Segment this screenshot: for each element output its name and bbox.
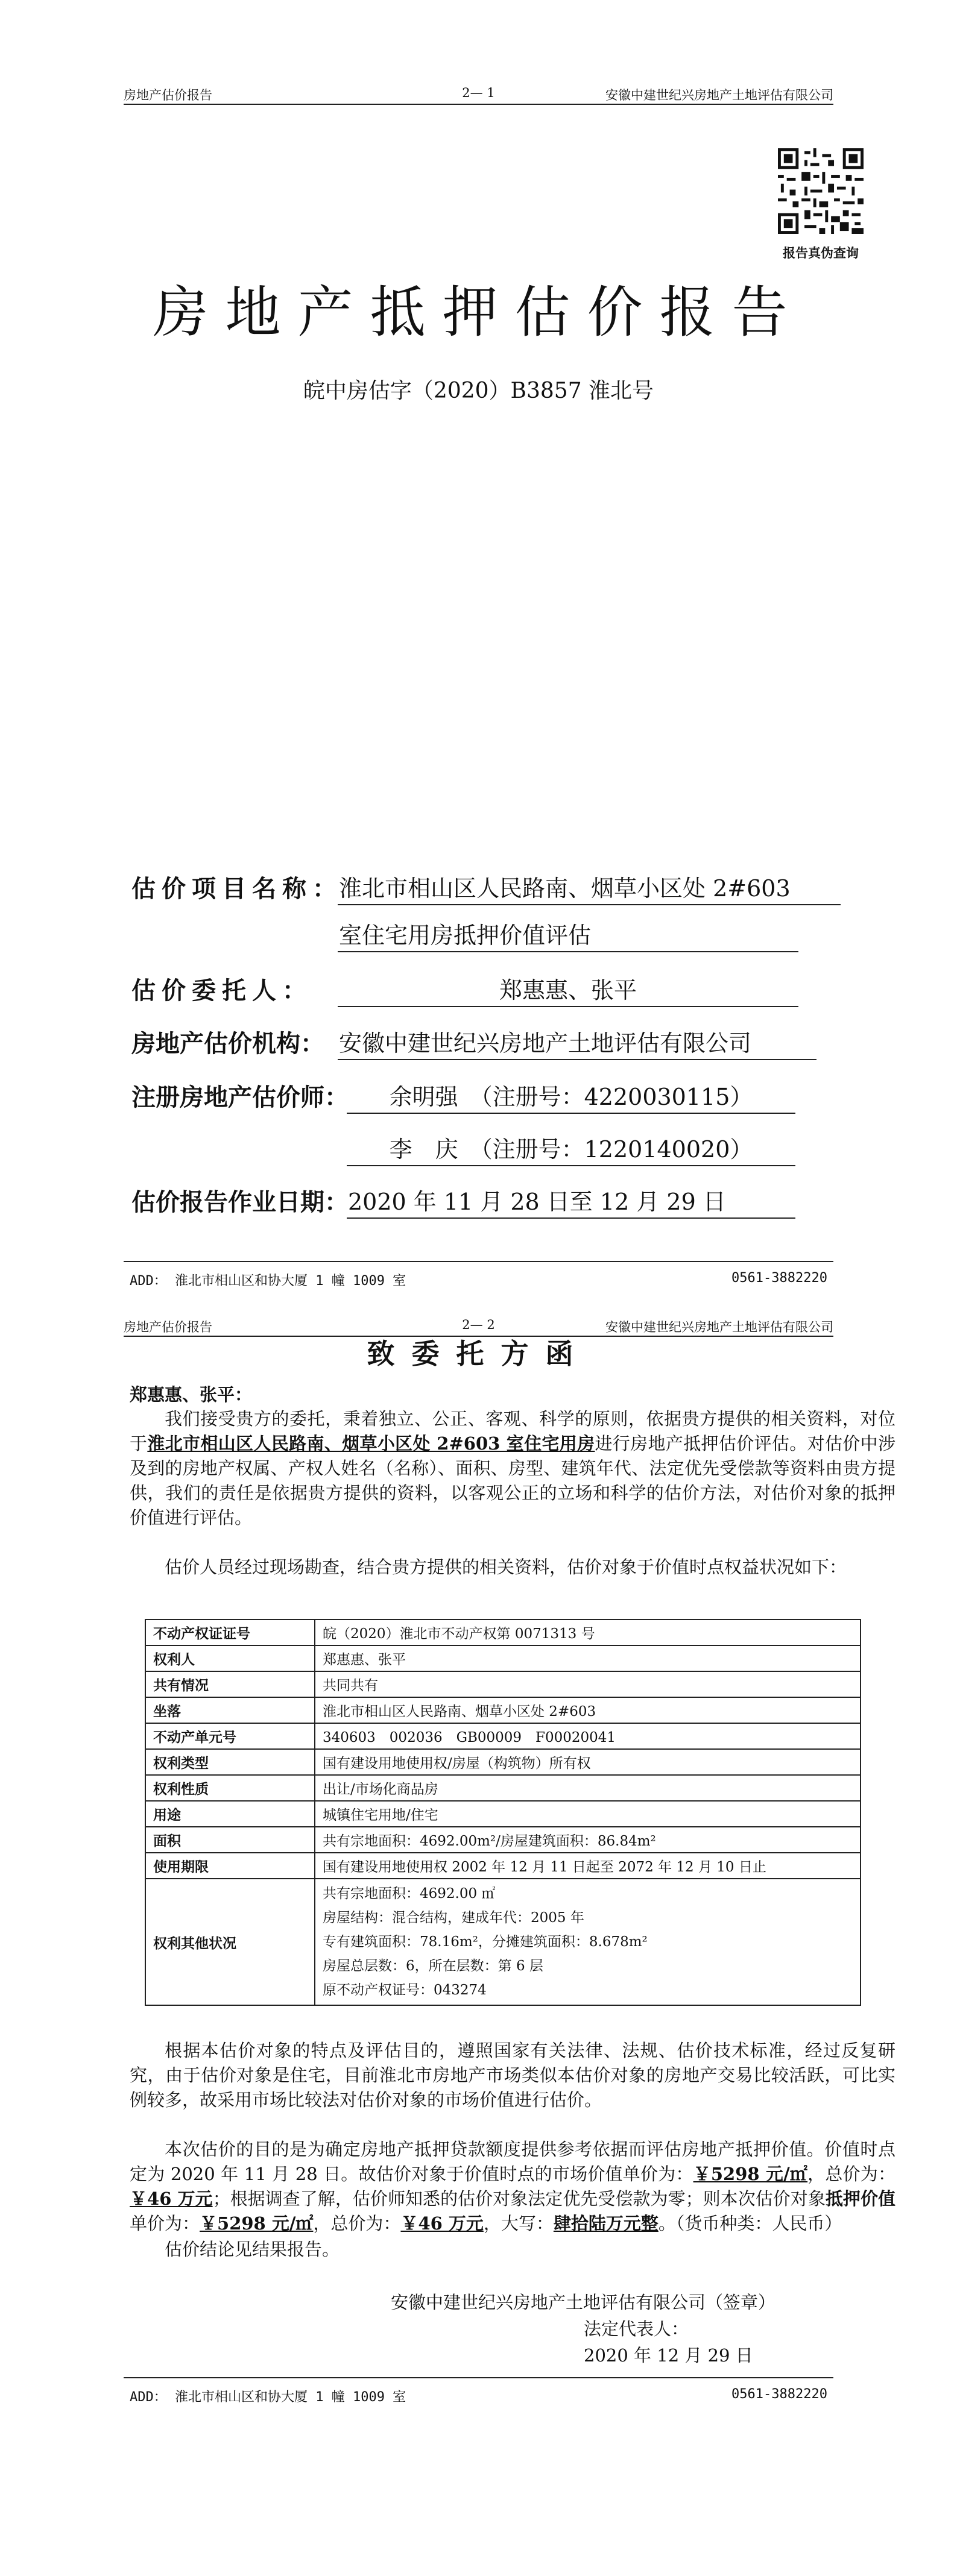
- letter-paragraph-2: 估价人员经过现场勘查，结合贵方提供的相关资料，估价对象于价值时点权益状况如下：: [165, 1557, 847, 1577]
- letter-paragraph-5: 估价结论见结果报告。: [165, 2239, 340, 2260]
- mortgage-unit-price: ￥5298 元/㎡: [200, 2213, 314, 2234]
- other-status-line: 共有宗地面积：4692.00 ㎡: [323, 1886, 496, 1902]
- footer-phone: 0561-3882220: [731, 1271, 827, 1286]
- table-value: 皖（2020）淮北市不动产权第 0071313 号: [315, 1619, 861, 1645]
- other-status-line: 房屋总层数：6，所在层数：第 6 层: [323, 1958, 543, 1974]
- p4-text-g: ，大写：: [483, 2213, 554, 2234]
- qr-code-icon[interactable]: [778, 148, 864, 234]
- table-key: 权利性质: [145, 1775, 315, 1801]
- appraiser-1: 余明强 （注册号：4220030115）: [347, 1078, 795, 1114]
- page-footer: [130, 1271, 827, 1289]
- table-value: 国有建设用地使用权/房屋（构筑物）所有权: [315, 1749, 861, 1775]
- table-row: [145, 1775, 861, 1801]
- letter-paragraph-1: [130, 1407, 895, 1530]
- signature-date: 2020 年 12 月 29 日: [584, 2345, 753, 2366]
- footer-address: ADD： 淮北市相山区和协大厦 1 幢 1009 室: [130, 1274, 406, 1289]
- date-label: 估价报告作业日期：: [131, 1188, 349, 1216]
- p4-text-e: 单价为：: [130, 2213, 200, 2234]
- table-key: 权利其他状况: [145, 1879, 315, 2005]
- table-value: 共有宗地面积：4692.00m²/房屋建筑面积：86.84m²: [315, 1827, 861, 1853]
- table-row: [145, 1827, 861, 1853]
- header-company: 安徽中建世纪兴房地产土地评估有限公司: [605, 1320, 833, 1334]
- appraiser-label: 注册房地产估价师：: [131, 1083, 349, 1111]
- client-label: 估价委托人：: [131, 976, 312, 1005]
- table-key: 权利人: [145, 1645, 315, 1671]
- p1-property-address: 淮北市相山区人民路南、烟草小区处 2#603 室住宅用房: [147, 1433, 595, 1454]
- letter-paragraph-3: 根据本估价对象的特点及评估目的，遵照国家有关法律、法规、估价技术标准，经过反复研究，由于估价对象是住宅，目前淮北市房地产市场类似本估价对象的房地产交易比较活跃，可比实例较多，故采用市场比较法对估价对象的市场价值进行估价。: [130, 2040, 895, 2110]
- signature-representative: 法定代表人：: [584, 2319, 689, 2339]
- header-company: 安徽中建世纪兴房地产土地评估有限公司: [605, 88, 833, 102]
- mortgage-total-uppercase: 肆拾陆万元整: [553, 2213, 659, 2234]
- p4-text-h: 。（货币种类：人民币）: [658, 2213, 842, 2234]
- other-status-line: 原不动产权证号：043274: [323, 1982, 487, 1998]
- table-row: [145, 1723, 861, 1749]
- footer-divider: [124, 2377, 833, 2378]
- table-key: 面积: [145, 1827, 315, 1853]
- footer-address: ADD： 淮北市相山区和协大厦 1 幢 1009 室: [130, 2390, 406, 2405]
- salutation: 郑惠惠、张平：: [130, 1384, 253, 1405]
- market-unit-price: ￥5298 元/㎡: [693, 2164, 808, 2184]
- table-value: 340603 002036 GB00009 F00020041: [315, 1723, 861, 1749]
- market-total-price: ￥46 万元: [130, 2188, 213, 2209]
- table-key: 用途: [145, 1801, 315, 1827]
- signature-company: 安徽中建世纪兴房地产土地评估有限公司（签章）: [391, 2292, 776, 2313]
- footer-divider: [124, 1261, 833, 1262]
- table-row: [145, 1879, 861, 2005]
- p1-text-a: 我们接受贵方的委托，秉着独立、公正、客观、科学的原则，依据贵方提供的相关资料，对位于: [130, 1409, 895, 1454]
- letter-title: 致委托方函: [367, 1337, 590, 1370]
- table-value: 城镇住宅用地/住宅: [315, 1801, 861, 1827]
- table-row: [145, 1645, 861, 1671]
- table-value: 国有建设用地使用权 2002 年 12 月 11 日起至 2072 年 12 月 10 日止: [315, 1853, 861, 1879]
- report-title: 房地产抵押估价报告: [153, 280, 804, 345]
- date-value: 2020 年 11 月 28 日至 12 月 29 日: [347, 1183, 795, 1219]
- document-number: 皖中房估字（2020）B3857 淮北号: [303, 379, 654, 403]
- table-value: 出让/市场化商品房: [315, 1775, 861, 1801]
- p4-mortgage-label: 抵押价值: [825, 2188, 895, 2209]
- agency-value: 安徽中建世纪兴房地产土地评估有限公司: [338, 1025, 816, 1060]
- p4-text-f: ，总价为：: [313, 2213, 401, 2234]
- table-key: 不动产单元号: [145, 1723, 315, 1749]
- table-value-multiline: [315, 1879, 861, 2005]
- other-status-line: 房屋结构：混合结构，建成年代：2005 年: [323, 1910, 584, 1926]
- table-value: 郑惠惠、张平: [315, 1645, 861, 1671]
- mortgage-total-price: ￥46 万元: [400, 2213, 484, 2234]
- project-label: 估价项目名称：: [131, 875, 343, 903]
- qr-caption: 报告真伪查询: [783, 245, 859, 260]
- table-value: 淮北市相山区人民路南、烟草小区处 2#603: [315, 1697, 861, 1723]
- table-key: 共有情况: [145, 1671, 315, 1697]
- table-row: [145, 1697, 861, 1723]
- table-key: 使用期限: [145, 1853, 315, 1879]
- client-value: 郑惠惠、张平: [338, 972, 798, 1007]
- page-footer: [130, 2387, 827, 2405]
- table-row: [145, 1853, 861, 1879]
- project-value-line1: 淮北市相山区人民路南、烟草小区处 2#603: [338, 870, 841, 905]
- table-row: [145, 1749, 861, 1775]
- p1-text-c: 进行房地产抵押估价评估。对估价中涉及到的房地产权属、产权人姓名（名称）、面积、房型、建筑年代、法定优先受偿款等资料由贵方提供，我们的责任是依据贵方提供的资料，以客观公正的立场和科学的估价方法，对估价对象的抵押价值进行评估。: [130, 1433, 895, 1528]
- table-row: [145, 1801, 861, 1827]
- project-value-line2: 室住宅用房抵押价值评估: [338, 917, 798, 952]
- page-header: [124, 83, 833, 105]
- header-page-number: 2— 1: [462, 86, 495, 100]
- p4-text-b: ，总价为：: [807, 2164, 895, 2184]
- header-left: 房地产估价报告: [124, 1320, 212, 1334]
- footer-phone: 0561-3882220: [731, 2387, 827, 2402]
- table-key: 坐落: [145, 1697, 315, 1723]
- p4-text-a: 本次估价的目的是为确定房地产抵押贷款额度提供参考依据而评估房地产抵押价值。价值时点定为 2020 年 11 月 28 日。故估价对象于价值时点的市场价值单价为：: [130, 2139, 895, 2184]
- rights-table: [145, 1619, 861, 2006]
- p4-text-c: ；根据调查了解，估价师知悉的估价对象法定优先受偿款为零；则本次估价对象: [212, 2188, 826, 2209]
- agency-label: 房地产估价机构：: [131, 1029, 324, 1058]
- table-row: [145, 1619, 861, 1645]
- letter-paragraph-4: [130, 2137, 895, 2236]
- header-left: 房地产估价报告: [124, 88, 212, 102]
- appraiser-2: 李 庆 （注册号：1220140020）: [347, 1131, 795, 1166]
- table-value: 共同共有: [315, 1671, 861, 1697]
- table-row: [145, 1671, 861, 1697]
- table-key: 权利类型: [145, 1749, 315, 1775]
- table-key: 不动产权证证号: [145, 1619, 315, 1645]
- header-page-number: 2— 2: [462, 1318, 495, 1332]
- other-status-line: 专有建筑面积：78.16m²，分摊建筑面积：8.678m²: [323, 1934, 648, 1950]
